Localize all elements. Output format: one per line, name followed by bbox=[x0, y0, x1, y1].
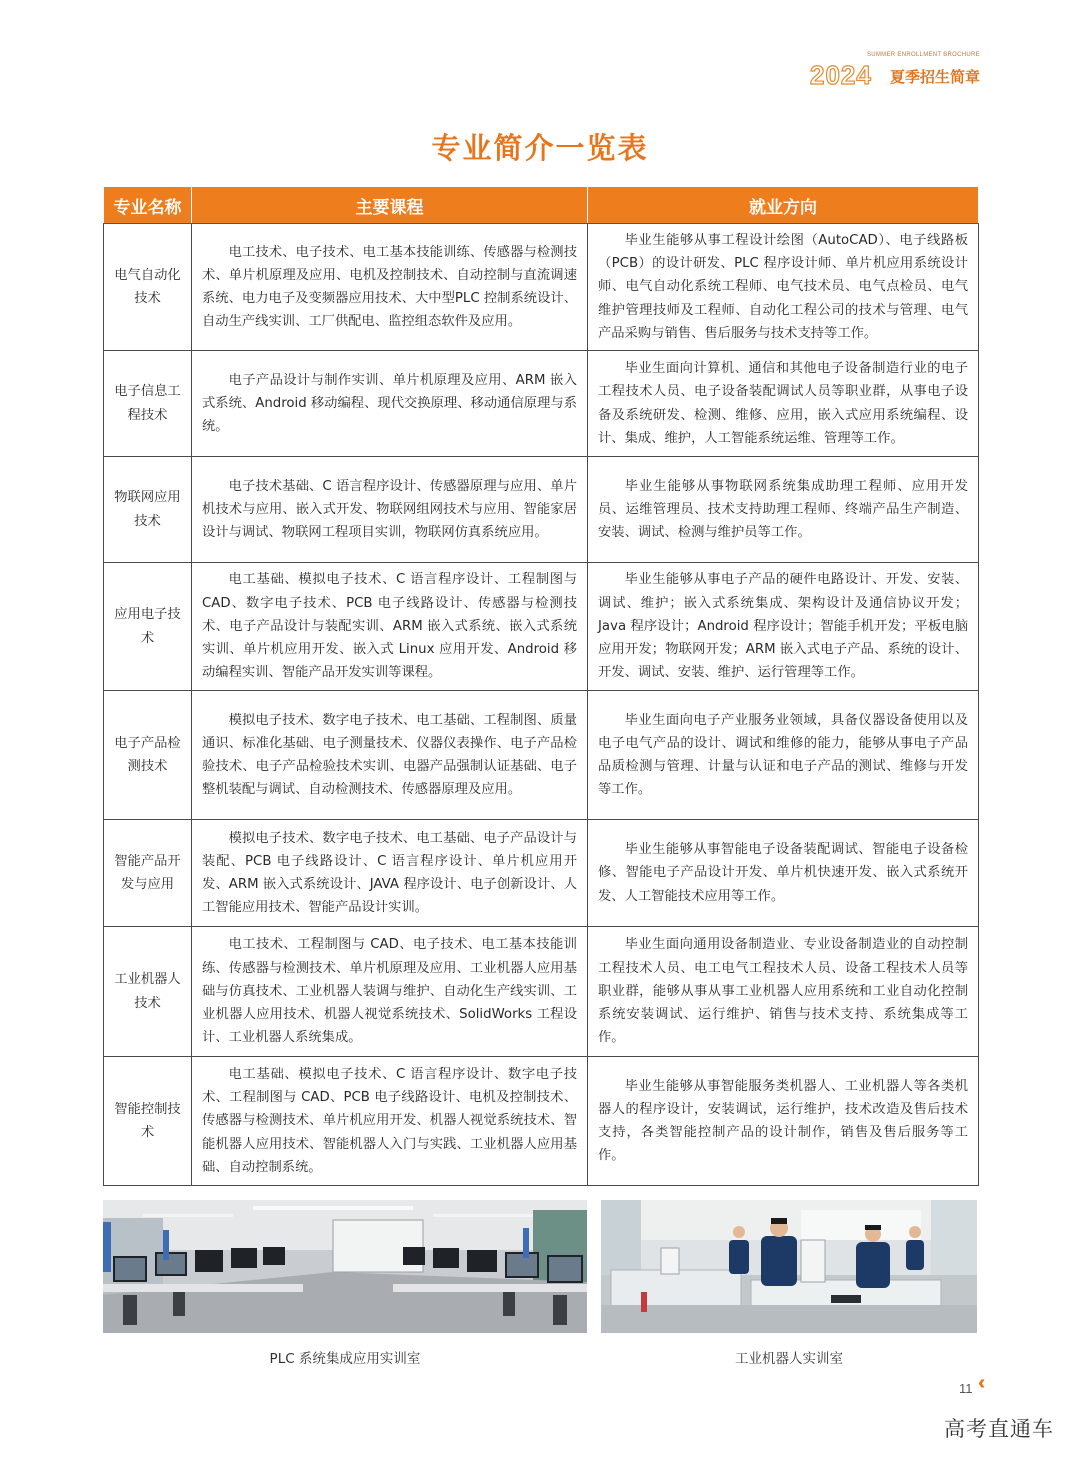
table-row bbox=[104, 563, 979, 691]
table-row bbox=[104, 224, 979, 351]
header-major-name: 专业名称 bbox=[104, 187, 192, 224]
major-courses: 电工基础、模拟电子技术、C 语言程序设计、数字电子技术、工程制图与 CAD、PCB 电子线路设计、电机及控制技术、传感器与检测技术、单片机应用开发、机器人视觉系统技术、智能机器人应用技术、智能机器人入门与实践、工业机器人应用基础、自动控制系统。 bbox=[192, 1057, 588, 1186]
source-watermark: 高考直通车 bbox=[944, 1417, 1054, 1441]
major-career: 毕业生能够从事物联网系统集成助理工程师、应用开发员、运维管理员、技术支持助理工程师、终端产品生产制造、安装、调试、检测与维护员等工作。 bbox=[588, 457, 979, 563]
plc-lab-photo bbox=[103, 1200, 587, 1333]
major-career: 毕业生能够从事工程设计绘图（AutoCAD）、电子线路板（PCB）的设计研发、PLC 程序设计师、单片机应用系统设计师、电气自动化系统工程师、电气技术员、电气点检员、电气维护管理技师及工程师、自动化工程公司的技术与管理、电气产品采购与销售、售后服务与技术支持等工作。 bbox=[588, 224, 979, 351]
major-career: 毕业生能够从事电子产品的硬件电路设计、开发、安装、调试、维护；嵌入式系统集成、架构设计及通信协议开发；Java 程序设计；Android 程序设计；智能手机开发；平板电脑应用开发；物联网开发；ARM 嵌入式电子产品、系统的设计、开发、调试、安装、维护、运行管理等工作。 bbox=[588, 563, 979, 691]
robot-lab-photo bbox=[601, 1200, 977, 1333]
major-name: 电气自动化技术 bbox=[104, 224, 192, 351]
page-number: 11 bbox=[959, 1381, 973, 1396]
major-career: 毕业生能够从事智能电子设备装配调试、智能电子设备检修、智能电子产品设计开发、单片机快速开发、嵌入式系统开发、人工智能技术应用等工作。 bbox=[588, 820, 979, 927]
major-name: 物联网应用技术 bbox=[104, 457, 192, 563]
robot-lab-caption: 工业机器人实训室 bbox=[735, 1351, 843, 1367]
brochure-title: 夏季招生简章 bbox=[889, 68, 980, 86]
major-courses: 电工技术、电子技术、电工基本技能训练、传感器与检测技术、单片机原理及应用、电机及控制技术、自动控制与直流调速系统、电力电子及变频器应用技术、大中型PLC 控制系统设计、自动生产线实训、工厂供配电、监控组态软件及应用。 bbox=[192, 224, 588, 351]
plc-lab-caption: PLC 系统集成应用实训室 bbox=[269, 1351, 421, 1367]
major-name: 工业机器人技术 bbox=[104, 927, 192, 1057]
table-header-row bbox=[104, 187, 979, 224]
major-name: 智能控制技术 bbox=[104, 1057, 192, 1186]
major-courses: 电子产品设计与制作实训、单片机原理及应用、ARM 嵌入式系统、Android 移动编程、现代交换原理、移动通信原理与系统。 bbox=[192, 351, 588, 457]
chevron-left-icon: ‹‹ bbox=[978, 1372, 980, 1394]
brochure-brand bbox=[810, 52, 980, 96]
major-courses: 模拟电子技术、数字电子技术、电工基础、电子产品设计与装配、PCB 电子线路设计、C 语言程序设计、单片机应用开发、ARM 嵌入式系统设计、JAVA 程序设计、电子创新设计、人工智能应用技术、智能产品设计实训。 bbox=[192, 820, 588, 927]
table-row bbox=[104, 691, 979, 820]
major-career: 毕业生面向电子产业服务业领域，具备仪器设备使用以及电子电气产品的设计、调试和维修的能力，能够从事电子产品品质检测与管理、计量与认证和电子产品的测试、维修与开发等工作。 bbox=[588, 691, 979, 820]
major-career: 毕业生面向计算机、通信和其他电子设备制造行业的电子工程技术人员、电子设备装配调试人员等职业群，从事电子设备及系统研发、检测、维修、应用，嵌入式应用系统编程、设计、集成、维护，人工智能系统运维、管理等工作。 bbox=[588, 351, 979, 457]
major-name: 电子信息工程技术 bbox=[104, 351, 192, 457]
major-name: 智能产品开发与应用 bbox=[104, 820, 192, 927]
major-courses: 电子技术基础、C 语言程序设计、传感器原理与应用、单片机技术与应用、嵌入式开发、物联网组网技术与应用、智能家居设计与调试、物联网工程项目实训，物联网仿真系统应用。 bbox=[192, 457, 588, 563]
major-career: 毕业生能够从事智能服务类机器人、工业机器人等各类机器人的程序设计，安装调试，运行维护，技术改造及售后技术支持，各类智能控制产品的设计制作，销售及售后服务等工作。 bbox=[588, 1057, 979, 1186]
page-title: 专业简介一览表 bbox=[431, 131, 649, 165]
table-row bbox=[104, 927, 979, 1057]
brand-subtitle: SUMMER ENROLLMENT BROCHURE bbox=[866, 52, 980, 58]
major-name: 应用电子技术 bbox=[104, 563, 192, 691]
major-career: 毕业生面向通用设备制造业、专业设备制造业的自动控制工程技术人员、电工电气工程技术人员、设备工程技术人员等职业群，能够从事从事工业机器人应用系统和工业自动化控制系统安装调试、运行维护、销售与技术支持、系统集成等工作。 bbox=[588, 927, 979, 1057]
table-row bbox=[104, 457, 979, 563]
major-courses: 电工基础、模拟电子技术、C 语言程序设计、工程制图与 CAD、数字电子技术、PCB 电子线路设计、传感器与检测技术、电子产品设计与装配实训、ARM 嵌入式系统、嵌入式系统实训、单片机应用开发、嵌入式 Linux 应用开发、Android 移动编程实训、智能产品开发实训等课程。 bbox=[192, 563, 588, 691]
major-courses: 模拟电子技术、数字电子技术、电工基础、工程制图、质量通识、标准化基础、电子测量技术、仪器仪表操作、电子产品检验技术、电子产品检验技术实训、电器产品强制认证基础、电子整机装配与调试、自动检测技术、传感器原理及应用。 bbox=[192, 691, 588, 820]
brand-year: 2024 bbox=[810, 60, 872, 90]
table-row bbox=[104, 820, 979, 927]
major-courses: 电工技术、工程制图与 CAD、电子技术、电工基本技能训练、传感器与检测技术、单片机原理及应用、工业机器人应用基础与仿真技术、工业机器人装调与维护、自动化生产线实训、工业机器人应用技术、机器人视觉系统技术、SolidWorks 工程设计、工业机器人系统集成。 bbox=[192, 927, 588, 1057]
header-career-direction: 就业方向 bbox=[588, 187, 979, 224]
table-row bbox=[104, 351, 979, 457]
header-main-courses: 主要课程 bbox=[192, 187, 588, 224]
table-row bbox=[104, 1057, 979, 1186]
major-name: 电子产品检测技术 bbox=[104, 691, 192, 820]
majors-table bbox=[103, 186, 979, 1186]
